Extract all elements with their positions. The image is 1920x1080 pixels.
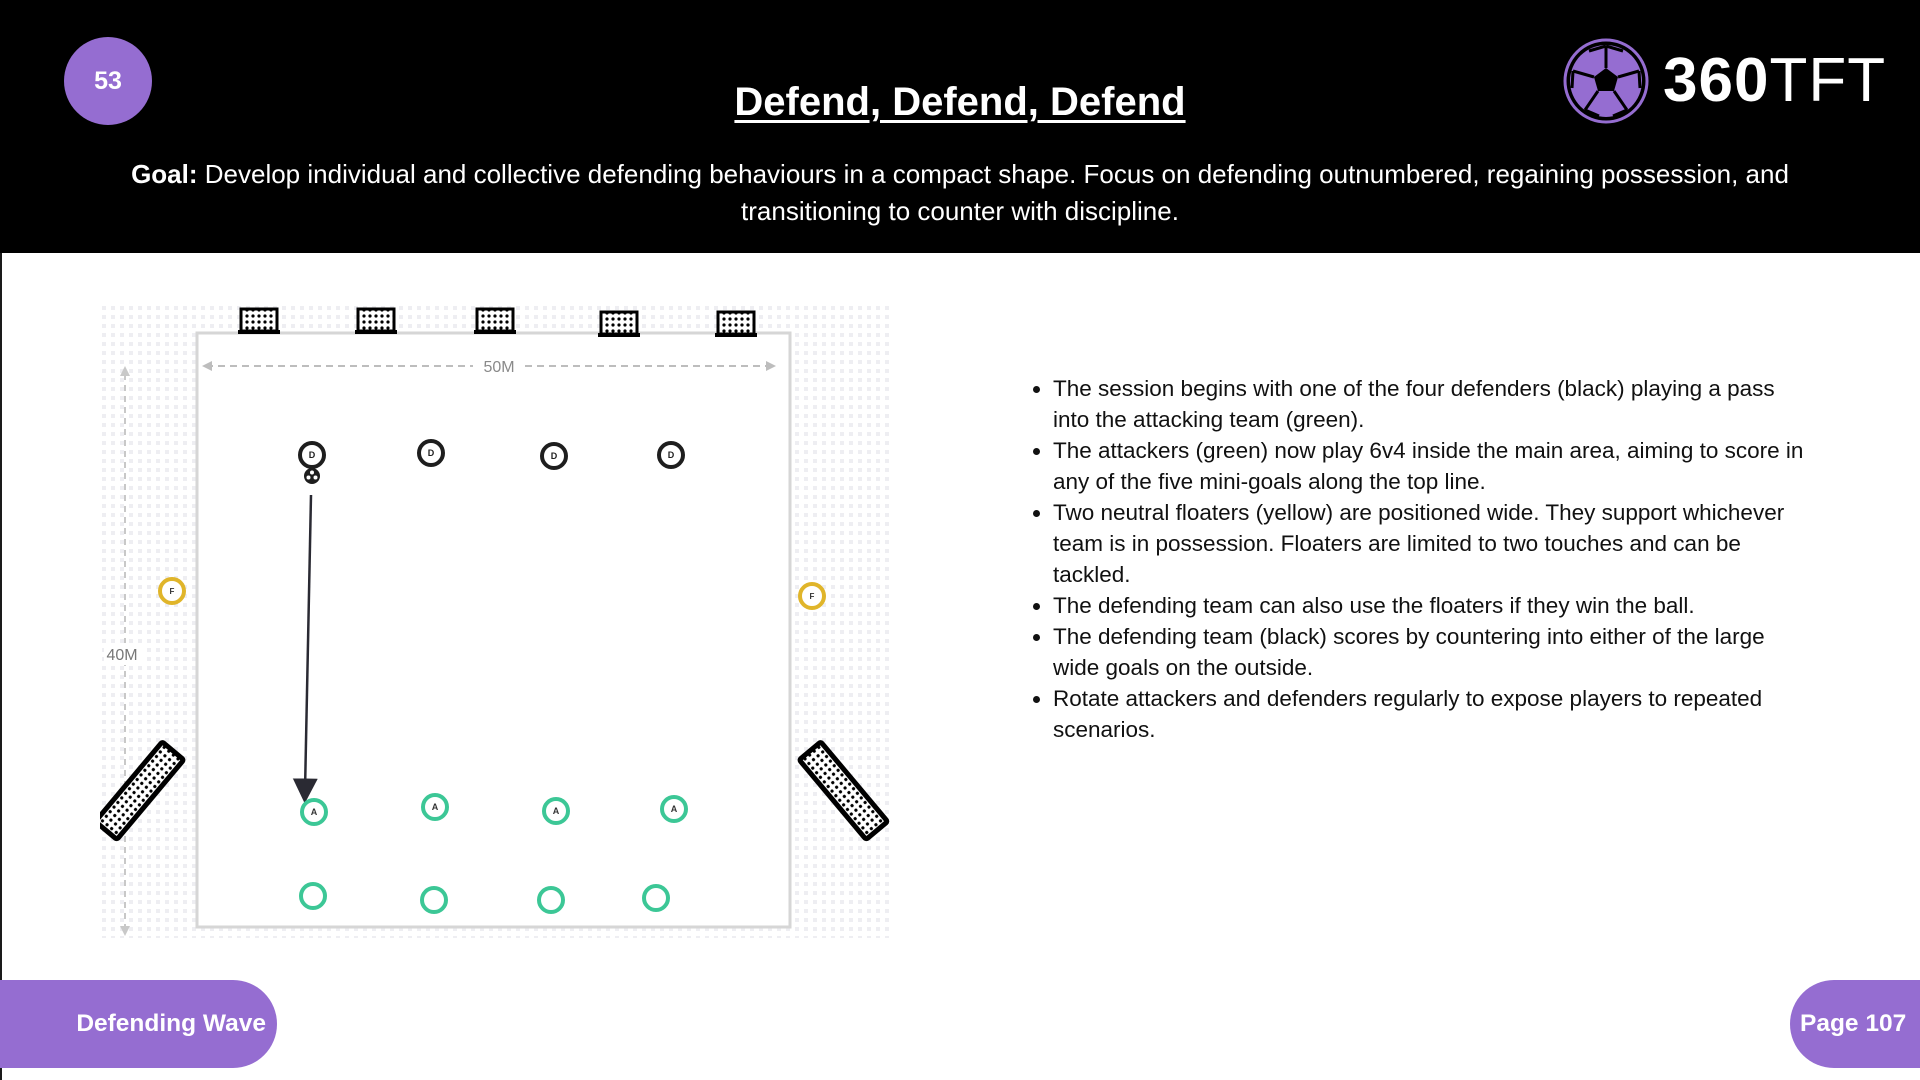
pitch-diagram: [100, 304, 894, 938]
list-item: • The attackers (green) now play 6v4 inside the main area, aiming to score in any of the five mini-goals along the top line.: [1053, 435, 1813, 497]
page-title: Defend, Defend, Defend: [734, 80, 1186, 124]
defender-marker: [542, 444, 566, 468]
svg-text:F: F: [809, 592, 815, 601]
mini-goal-icon: [474, 309, 516, 334]
brand-wordmark: 360TFT: [1663, 46, 1887, 115]
goal-statement: [90, 156, 1830, 230]
section-label: Defending Wave: [76, 1010, 266, 1037]
svg-text:A: A: [552, 806, 560, 816]
svg-text:D: D: [427, 448, 435, 458]
instructions-list: [1032, 373, 1813, 745]
svg-text:D: D: [550, 451, 558, 461]
goal-label: Goal:: [131, 159, 198, 189]
width-label: 50M: [483, 359, 515, 376]
field-boundary: [197, 333, 790, 927]
mini-goal-icon: [238, 309, 280, 334]
floater-marker: [160, 579, 184, 603]
attacker-marker: [302, 800, 326, 824]
list-item: • The defending team can also use the floaters if they win the ball.: [1053, 590, 1813, 621]
attacker-marker: [662, 797, 686, 821]
list-item: • Two neutral floaters (yellow) are positioned wide. They support whichever team is in possession. Floaters are limited to two touches and can be tackled.: [1053, 497, 1813, 590]
left-border: [0, 253, 2, 1080]
page-number: Page 107: [1800, 1010, 1907, 1037]
goal-text: Develop individual and collective defending behaviours in a compact shape. Focus on defending outnumbered, regaining possession, and transitioning to counter with discipline.: [204, 159, 1789, 226]
page-number-pill: [1790, 980, 1920, 1068]
floater-marker: [800, 584, 824, 608]
defender-marker: [419, 441, 443, 465]
slide-number: 53: [94, 66, 122, 95]
header-bar: [0, 0, 1920, 253]
svg-text:F: F: [169, 587, 175, 596]
ball-icon: [304, 468, 320, 484]
attacker-marker: [544, 799, 568, 823]
defender-marker: [300, 443, 324, 467]
section-label-pill: [0, 980, 277, 1068]
soccer-ball-icon: [1563, 38, 1649, 124]
list-item: • The session begins with one of the four defenders (black) playing a pass into the attacking team (green).: [1053, 373, 1813, 435]
svg-text:A: A: [670, 804, 678, 814]
mini-goal-icon: [355, 309, 397, 334]
svg-text:D: D: [308, 450, 316, 460]
defender-marker: [659, 443, 683, 467]
svg-text:D: D: [667, 450, 675, 460]
height-label: 40M: [106, 647, 138, 664]
attacker-marker: [423, 795, 447, 819]
svg-text:A: A: [431, 802, 439, 812]
svg-text:A: A: [310, 807, 318, 817]
mini-goal-icon: [715, 312, 757, 337]
mini-goal-icon: [598, 312, 640, 337]
list-item: • The defending team (black) scores by countering into either of the large wide goals on the outside.: [1053, 621, 1813, 683]
drill-diagram: [100, 304, 894, 938]
list-item: • Rotate attackers and defenders regularly to expose players to repeated scenarios.: [1053, 683, 1813, 745]
brand-logo: [1563, 38, 1886, 124]
